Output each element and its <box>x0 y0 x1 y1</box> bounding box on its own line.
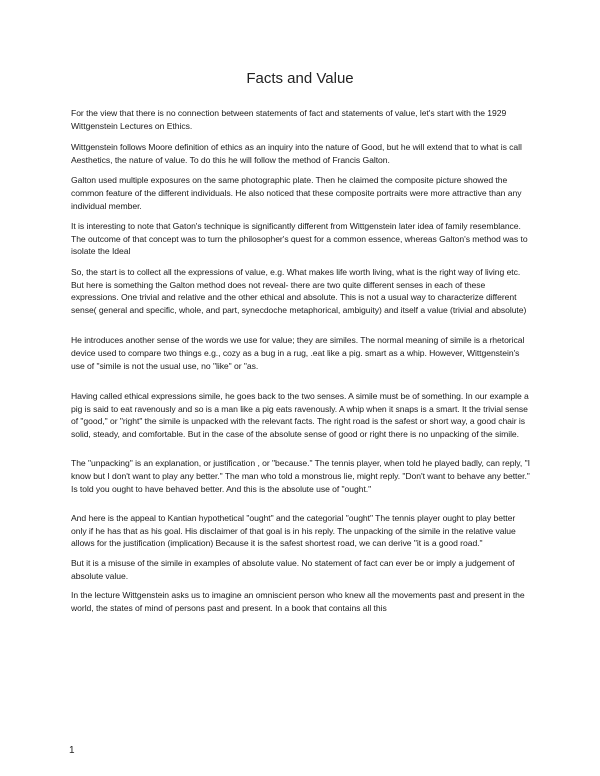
paragraph: In the lecture Wittgenstein asks us to imagine an omniscient person who knew all the movements past and present in the world, the states of mind of persons past and present. In a book that contains all this <box>71 590 525 613</box>
document-body <box>71 107 533 614</box>
paragraph: He introduces another sense of the words we use for value; they are similes. The normal meaning of simile is a rhetorical device used to compare two things e.g., cozy as a bug in a rug, .eat like a pig. smart as a whip. However, Wittgenstein's use of "simile is not the usual use, no "like" or "as. <box>71 335 525 371</box>
paragraph: Wittgenstein follows Moore definition of ethics as an inquiry into the nature of Good, but he will extend that to what is call Aesthetics, the nature of value. To do this he will follow the method of Francis Galton. <box>71 142 522 165</box>
paragraph: Galton used multiple exposures on the same photographic plate. Then he claimed the composite picture showed the common feature of the different individuals. He also noticed that these composite portraits were more attractive than any individual member. <box>71 175 522 211</box>
paragraph: Having called ethical expressions simile, he goes back to the two senses. A simile must be of something. In our example a pig is said to eat ravenously and so is a man like a pig eats ravenously. A whip when it snaps is a smart. It the trivial sense of "good," or "right" the simile is unpacked with the relevant facts. The right road is the safest or short way, a good chair is solid, steady, and comfortable. But in the case of the absolute sense of good or right there is no unpacking of the simile. <box>71 391 529 439</box>
paragraph: The "unpacking" is an explanation, or justification , or "because." The tennis player, when told he played badly, can reply, "I know but I don't want to play any better." The man who told a monstrous lie, might reply. "Don't want to behave any better." Is told you ought to have behaved better. And this is the absolute use of "ought." <box>71 458 530 494</box>
paragraph: So, the start is to collect all the expressions of value, e.g. What makes life worth living, what is the right way of living etc. But here is something the Galton method does not reveal- there are two quite different senses in each of these expressions. One trivial and relative and the other ethical and absolute. This is not a usual way to characterize different sense( general and specific, whole, and part, synecdoche metaphorical, ambiguity) and itself a value (trivial and absolute) <box>71 266 527 315</box>
paragraph: It is interesting to note that Gaton's technique is significantly different from Wittgenstein later idea of family resemblance. The outcome of that concept was to turn the philosopher's quest for a common essence, whereas Galton's method was to isolate the Ideal <box>71 221 528 257</box>
page-number: 1 <box>69 745 75 756</box>
paragraph: But it is a misuse of the simile in examples of absolute value. No statement of fact can ever be or imply a judgement of absolute value. <box>71 558 515 581</box>
page-title: Facts and Value <box>246 70 354 87</box>
paragraph: For the view that there is no connection between statements of fact and statements of value, let's start with the 1929 Wittgenstein Lectures on Ethics. <box>71 108 507 131</box>
paragraph: And here is the appeal to Kantian hypothetical "ought" and the categorial "ought" The tennis player ought to play better only if he has that as his goal. His disclaimer of that goal is in his reply. The unpacking of the simile in the relative value allows for the justification (implication) Because it is the safest shortest road, we can derive "it is a good road." <box>71 513 516 549</box>
